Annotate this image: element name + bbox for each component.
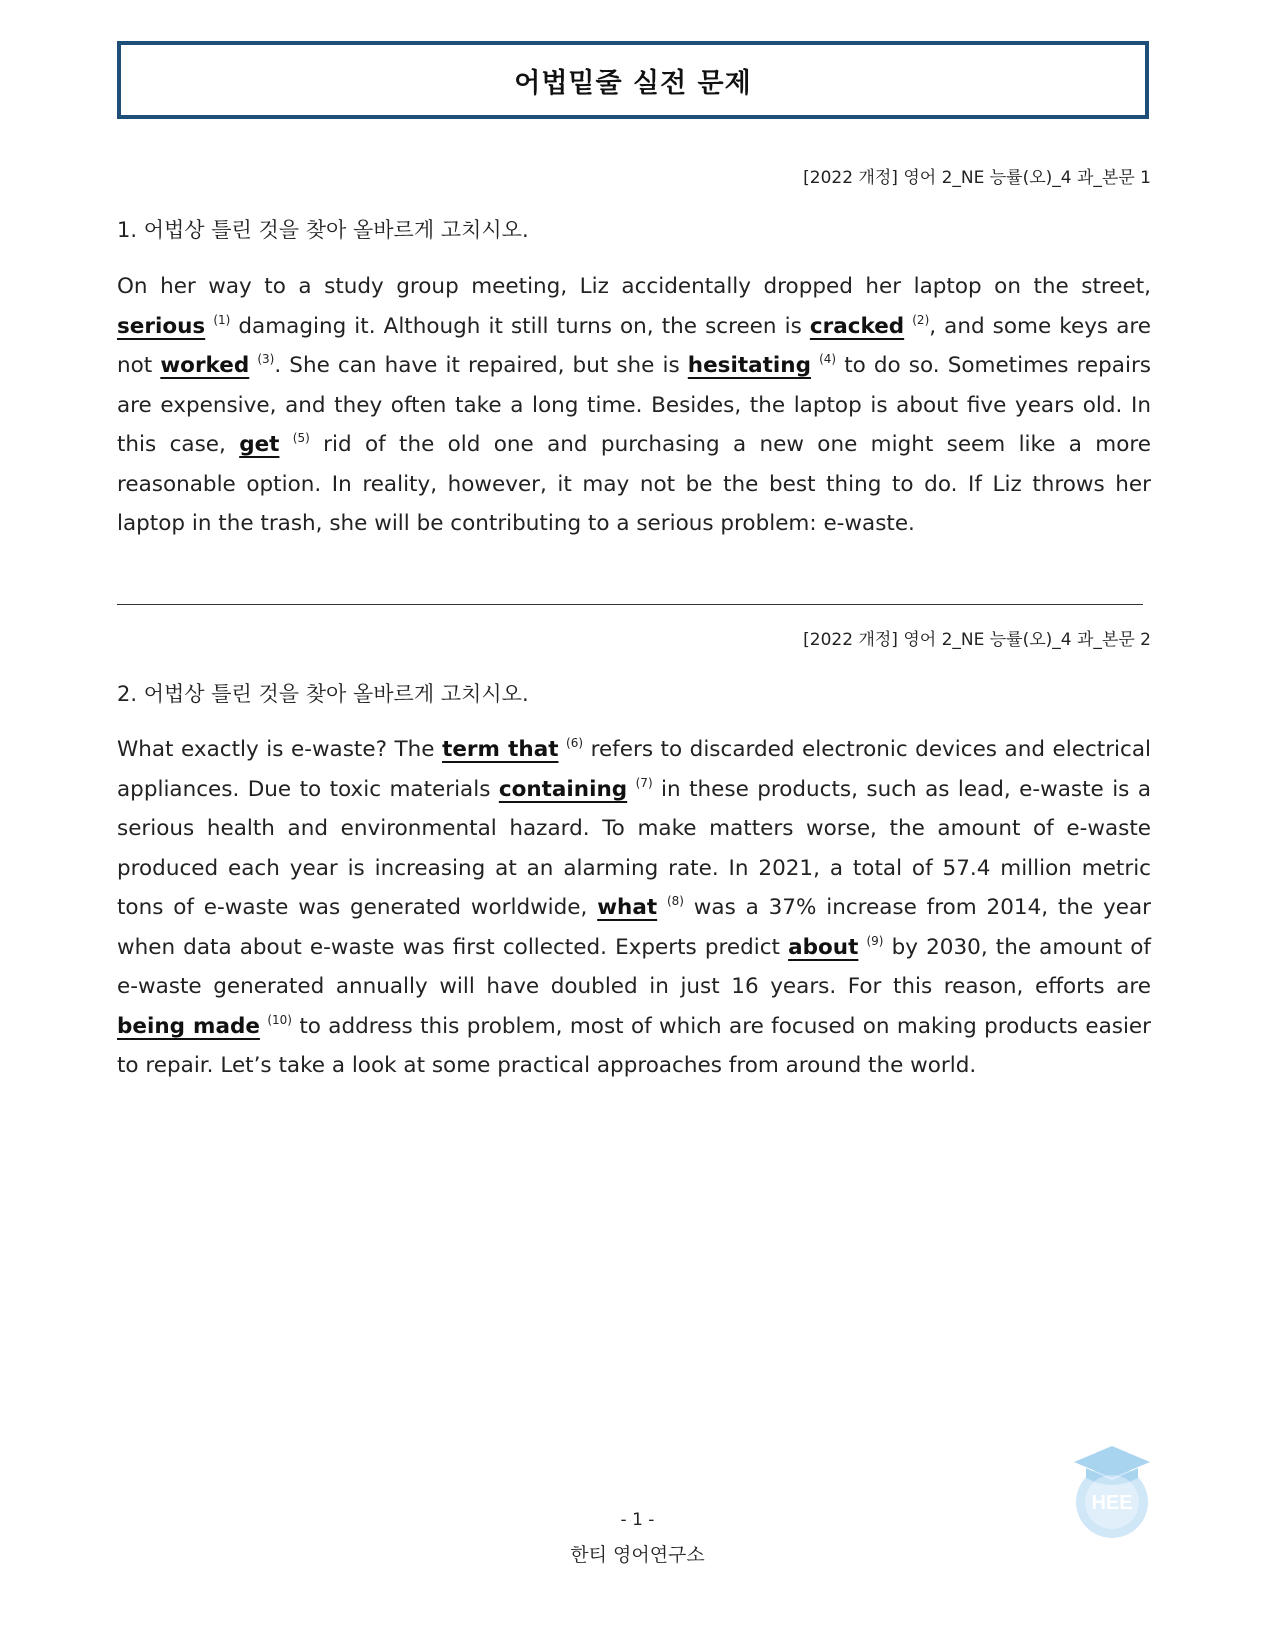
organization-name: 한티 영어연구소 [570, 1544, 705, 1566]
underlined-item-8: what [597, 895, 658, 920]
underlined-item-2: cracked [809, 313, 905, 339]
item-number-6: (6) [566, 736, 584, 750]
item-number-1: (1) [213, 312, 231, 327]
item-number-10: (10) [267, 1012, 292, 1027]
source-label-1: [2022 개정] 영어 2_NE 능률(오)_4 과_본문 1 [803, 168, 1151, 188]
underlined-item-3: worked [160, 353, 250, 378]
underlined-item-6: term that [442, 737, 559, 762]
page-title: 어법밑줄 실전 문제 [514, 67, 752, 99]
underlined-item-10: being made [117, 1013, 260, 1039]
title-box [117, 41, 1149, 119]
svg-text:HEE: HEE [1091, 1492, 1133, 1514]
underlined-item-7: containing [498, 776, 628, 802]
item-number-4: (4) [819, 352, 837, 366]
underlined-item-1: serious [117, 313, 206, 339]
section-divider [117, 604, 1143, 605]
question-2-prompt: 2. 어법상 틀린 것을 찾아 올바르게 고치시오. [117, 682, 529, 706]
underlined-item-5: get [239, 432, 280, 457]
passage-1: On her way to a study group meeting, Liz accidentally dropped her laptop on the street, serious $^{(1)}$ damaging it. Although it still turns on, the screen is cracked $^{(2)}$, and some keys are not worked $^{(3)}$. She can have it repaired, but she is hesitating $^{(4)}$ to do so. Sometimes repairs are expensive, and they often take a long time. Besides, the laptop is about five years old. In this case, get $^{(5)}$ rid of the old one and purchasing a new one might seem like a more reasonable option. In reality, however, it may not be the best thing to do. If Liz throws her laptop in the trash, she will be contributing to a serious problem: e-waste. [117, 274, 1151, 536]
item-number-9: (9) [866, 933, 884, 948]
item-number-2: (2) [912, 312, 930, 327]
item-number-7: (7) [635, 775, 653, 790]
page-number: - 1 - [620, 1510, 655, 1530]
underlined-item-4: hesitating [687, 353, 811, 378]
question-1-prompt: 1. 어법상 틀린 것을 찾아 올바르게 고치시오. [117, 218, 529, 242]
item-number-3: (3) [257, 352, 275, 366]
passage-2: What exactly is e-waste? The term that $^{(6)}$ refers to discarded electronic devices and electrical appliances. Due to toxic materials containing $^{(7)}$ in these products, such as lead, e-waste is a serious health and environmental hazard. To make matters worse, the amount of e-waste produced each year is increasing at an alarming rate. In 2021, a total of 57.4 million metric tons of e-waste was generated worldwide, what $^{(8)}$ was a 37% increase from 2014, the year when data about e-waste was first collected. Experts predict about $^{(9)}$ by 2030, the amount of e-waste generated annually will have doubled in just 16 years. For this reason, efforts are being made $^{(10)}$ to address this problem, most of which are focused on making products easier to repair. Let’s take a look at some practical approaches from around the world. [117, 736, 1151, 1078]
item-number-5: (5) [292, 431, 310, 445]
source-label-2: [2022 개정] 영어 2_NE 능률(오)_4 과_본문 2 [803, 630, 1151, 650]
underlined-item-9: about [788, 934, 859, 960]
item-number-8: (8) [666, 894, 684, 908]
